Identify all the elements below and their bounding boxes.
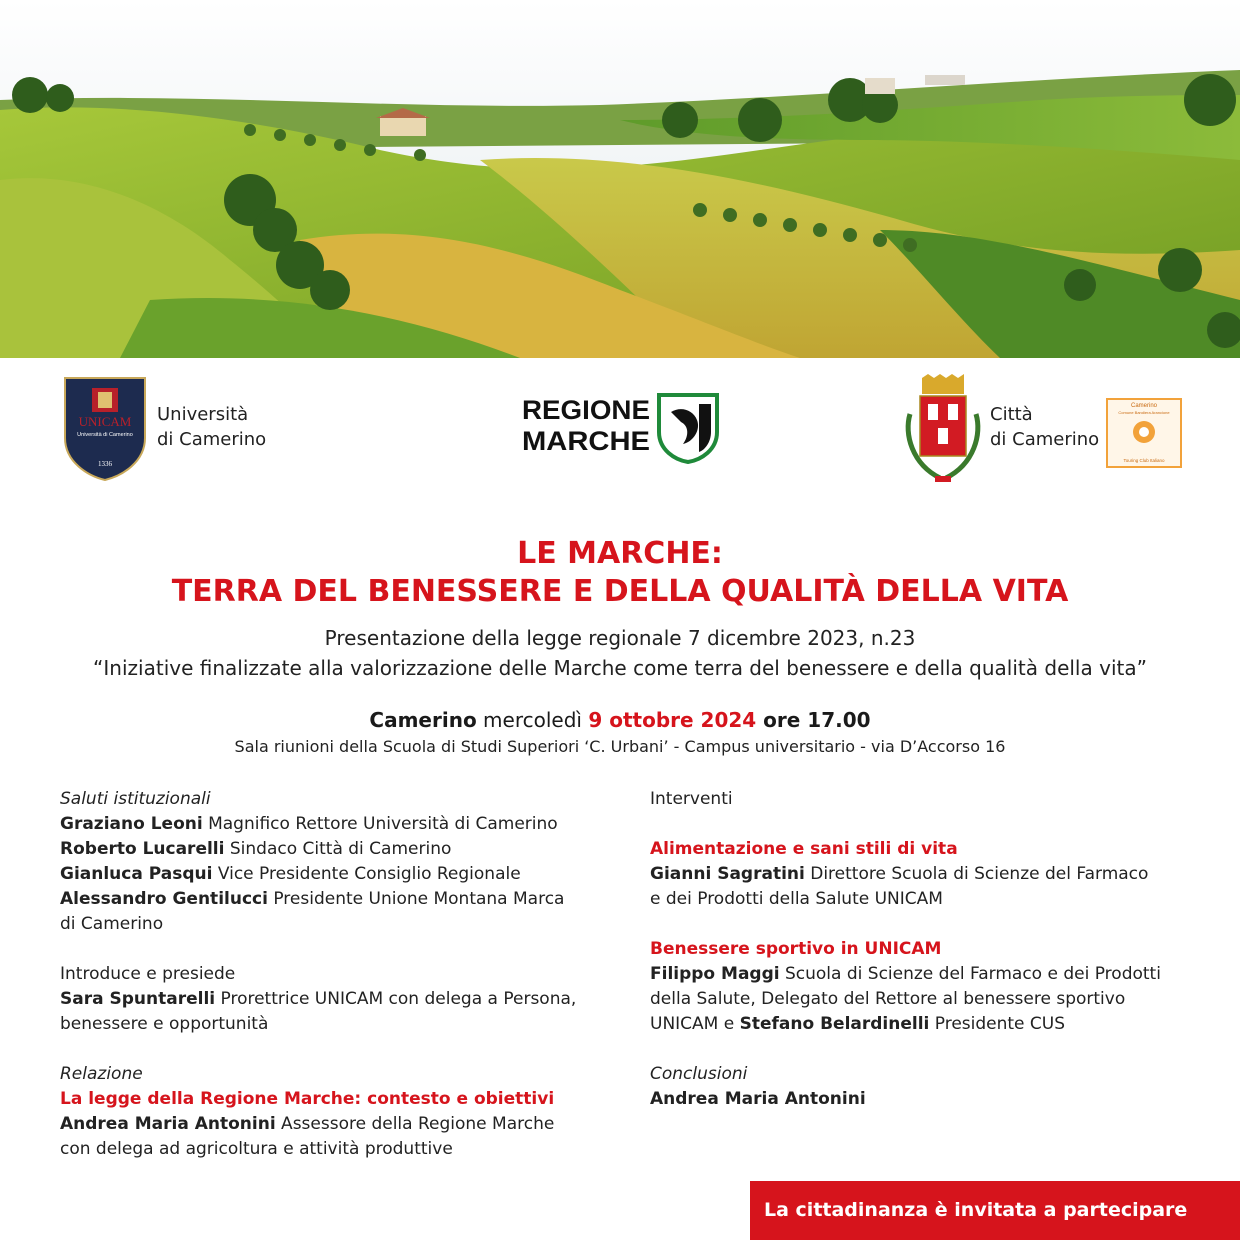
event-title-line2: TERRA DEL BENESSERE E DELLA QUALITÀ DELLA VITA xyxy=(171,574,1069,609)
svg-text:Touring Club Italiano: Touring Club Italiano xyxy=(1123,458,1165,463)
program-left-column xyxy=(60,787,600,1162)
speaker-line xyxy=(60,862,600,887)
speaker-line xyxy=(650,1012,1190,1037)
event-title-line1: LE MARCHE: xyxy=(517,536,723,571)
unicam-label-line2: di Camerino xyxy=(157,429,267,450)
interventi-heading: Interventi xyxy=(650,789,733,809)
relazione-title: La legge della Regione Marche: contesto e obiettivi xyxy=(60,1089,555,1109)
speaker-role-cont: e dei Prodotti della Salute UNICAM xyxy=(650,889,943,909)
event-day: mercoledì xyxy=(476,708,589,732)
speaker-role-cont: con delega ad agricoltura e attività produttive xyxy=(60,1139,453,1159)
event-datetime xyxy=(0,706,1240,734)
invitation-banner: La cittadinanza è invitata a partecipare xyxy=(750,1181,1240,1240)
unicam-label-line1: Università xyxy=(157,404,249,425)
speaker-role-cont: di Camerino xyxy=(60,914,164,934)
intro-heading: Introduce e presiede xyxy=(60,964,236,984)
unicam-shield-logo xyxy=(62,376,148,482)
speaker-name: Alessandro Gentilucci xyxy=(60,889,268,909)
speaker-name: Gianni Sagratini xyxy=(650,864,805,884)
speaker-name: Andrea Maria Antonini xyxy=(60,1114,276,1134)
speaker-role: Presidente Unione Montana Marca xyxy=(267,889,565,909)
camerino-label-line1: Città xyxy=(990,404,1033,425)
speaker-line xyxy=(60,1112,600,1137)
hero-landscape-photo xyxy=(0,0,1240,358)
speaker-name: Sara Spuntarelli xyxy=(60,989,216,1009)
speaker-role: Vice Presidente Consiglio Regionale xyxy=(212,864,521,884)
conclusioni-speaker: Andrea Maria Antonini xyxy=(650,1089,866,1109)
saluti-heading: Saluti istituzionali xyxy=(60,789,211,809)
speaker-role: Assessore della Regione Marche xyxy=(275,1114,555,1134)
camerino-label xyxy=(990,402,1099,452)
svg-text:1336: 1336 xyxy=(98,460,112,468)
speaker-role-cont: benessere e opportunità xyxy=(60,1014,269,1034)
speaker-line xyxy=(650,962,1190,987)
speaker-line xyxy=(650,862,1190,887)
speaker-name: Graziano Leoni xyxy=(60,814,203,834)
svg-text:Comune Bandiera Arancione: Comune Bandiera Arancione xyxy=(1118,410,1170,415)
speaker-role: Magnifico Rettore Università di Camerino xyxy=(202,814,558,834)
camerino-crest-logo xyxy=(902,374,984,488)
speaker-name: Gianluca Pasqui xyxy=(60,864,213,884)
svg-text:REGIONE: REGIONE xyxy=(522,395,650,425)
svg-text:UNICAM: UNICAM xyxy=(78,414,132,429)
speaker-role-cont: UNICAM e xyxy=(650,1014,740,1034)
speaker-line xyxy=(60,987,600,1012)
speaker-line xyxy=(60,887,600,912)
svg-text:Camerino: Camerino xyxy=(1130,403,1158,409)
camerino-label-line2: di Camerino xyxy=(990,429,1100,450)
bandiera-arancione-logo xyxy=(1106,398,1182,468)
speaker-line xyxy=(60,812,600,837)
svg-text:Università di Camerino: Università di Camerino xyxy=(77,432,133,438)
event-venue: Sala riunioni della Scuola di Studi Superiori ‘C. Urbani’ - Campus universitario - via D’Accorso 16 xyxy=(234,737,1006,756)
speaker-name: Filippo Maggi xyxy=(650,964,780,984)
speaker-name: Stefano Belardinelli xyxy=(739,1014,930,1034)
subtitle-quote: “Iniziative finalizzate alla valorizzazione delle Marche come terra del benessere e della qualità della vita” xyxy=(93,656,1147,680)
event-date: 9 ottobre 2024 xyxy=(588,708,757,732)
event-time: ore 17.00 xyxy=(756,708,871,732)
svg-text:MARCHE: MARCHE xyxy=(522,426,650,456)
speaker-role: Direttore Scuola di Scienze del Farmaco xyxy=(804,864,1149,884)
relazione-heading: Relazione xyxy=(60,1064,143,1084)
speaker-role: Presidente CUS xyxy=(929,1014,1066,1034)
subtitle-law: Presentazione della legge regionale 7 dicembre 2023, n.23 xyxy=(324,626,916,650)
unicam-label xyxy=(157,402,266,452)
speaker-line xyxy=(60,837,600,862)
speaker-role-cont: della Salute, Delegato del Rettore al benessere sportivo xyxy=(650,989,1126,1009)
speaker-role: Prorettrice UNICAM con delega a Persona, xyxy=(215,989,577,1009)
topic-title: Benessere sportivo in UNICAM xyxy=(650,939,942,959)
speaker-name: Roberto Lucarelli xyxy=(60,839,225,859)
conclusioni-heading: Conclusioni xyxy=(650,1064,748,1084)
event-city: Camerino xyxy=(369,708,477,732)
speaker-role: Scuola di Scienze del Farmaco e dei Prodotti xyxy=(779,964,1161,984)
speaker-role: Sindaco Città di Camerino xyxy=(224,839,452,859)
regione-marche-logo xyxy=(521,392,721,464)
topic-title: Alimentazione e sani stili di vita xyxy=(650,839,958,859)
program-right-column xyxy=(650,787,1190,1112)
